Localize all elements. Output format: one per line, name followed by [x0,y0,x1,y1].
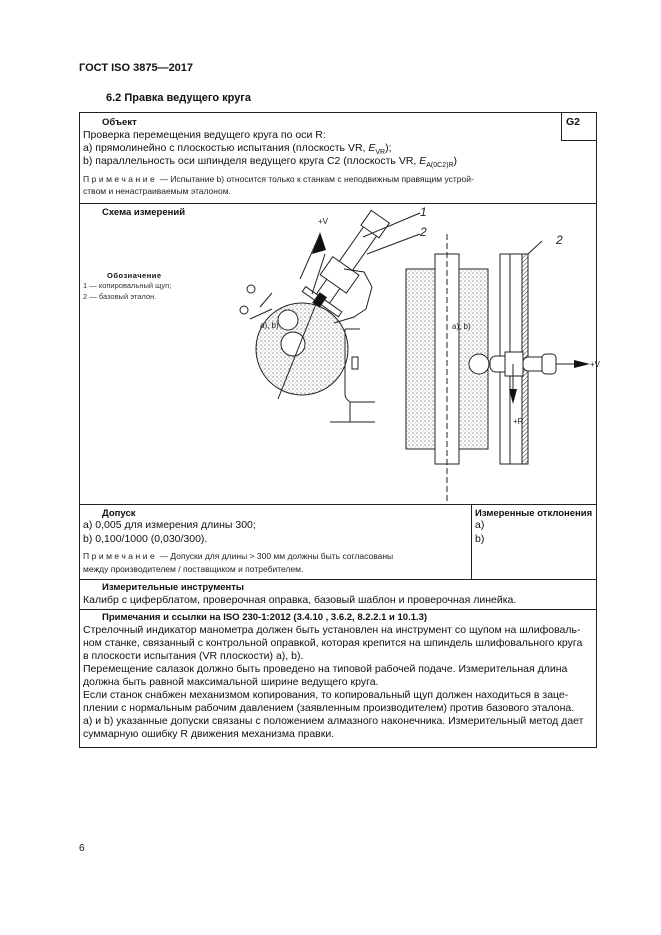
notes-line: a) и b) указанные допуски связаны с положением алмазного наконечника. Измерительный метод дает [83,715,584,727]
notes-line: суммарную ошибку R движения механизма правки. [83,728,335,740]
test-table [79,112,601,748]
label-r: +R [513,417,524,426]
divider [80,504,596,505]
deviations-heading: Измеренные отклонения [475,508,593,519]
object-note: Примечание — Испытание b) относится только к станкам с неподвижным правящим устрой- [83,174,474,184]
object-note-cont: ством и ненастраиваемым эталоном. [83,186,231,196]
label-v-right: +V [590,360,601,369]
object-line-b: b) параллельность оси шпинделя ведущего круга С2 (плоскость VR, $E_{A(0C2)R}$) [83,155,457,170]
notes-line: ном станке, связанный с контрольной оправкой, которая крепится на шпиндель шлифовального круга [83,637,583,649]
object-heading: Объект [102,117,137,128]
document-id: ГОСТ ISO 3875—2017 [79,62,194,74]
notes-line: Перемещение салазок должно быть проведено на типовой рабочей подаче. Измерительная длина [83,663,568,675]
legend-item: 1 — копировальный щуп; [83,281,172,290]
divider [80,609,596,610]
page-number: 6 [79,843,85,854]
instruments-text: Калибр с циферблатом, проверочная оправка, базовый шаблон и проверочная линейка. [83,594,517,606]
notes-line: должна быть равной максимальной ширине ведущего круга. [83,676,379,688]
label-v-left: +V [318,217,329,226]
callout-1: 1 [420,205,427,219]
divider [80,579,596,580]
notes-line: плении с нормальным рабочим давлением (заявленным производителем) против базового эталона. [83,702,575,714]
object-line-a: a) прямолинейно с плоскостью испытания (плоскость VR, $E_{VR}$); [83,142,392,157]
notes-heading: Примечания и ссылки на ISO 230-1:2012 (3.4.10 , 3.6.2, 8.2.2.1 и 10.1.3) [102,612,428,623]
notes-line: Если станок снабжен механизмом копирования, то копировальный щуп должен находиться в заце- [83,689,569,701]
callout-2-right: 2 [556,233,563,247]
deviation-a: a) [475,519,485,531]
deviation-b: b) [475,533,485,545]
instruments-heading: Измерительные инструменты [102,582,245,593]
tolerance-note-cont: между производителем / поставщиком и потребителем. [83,564,304,574]
legend-item: 2 — базовый эталон. [83,292,157,301]
label-ab-right: a), b) [452,322,471,331]
callout-2: 2 [420,225,427,239]
section-title: 6.2 Правка ведущего круга [106,92,252,104]
tolerance-a: a) 0,005 для измерения длины 300; [83,519,256,531]
tolerance-b: b) 0,100/1000 (0,030/300). [83,533,208,545]
label-ab-left: a), b) [260,321,279,330]
measurement-diagram [80,204,601,504]
test-code: G2 [566,116,581,128]
notes-line: в плоскости испытания (VR плоскости) a), b). [83,650,304,662]
notes-line: Стрелочный индикатор манометра должен быть установлен на инструмент со щупом на шлифоваль- [83,624,581,636]
divider [561,140,596,141]
divider [561,113,562,140]
tolerance-heading: Допуск [102,508,136,519]
divider [471,504,472,579]
object-line: Проверка перемещения ведущего круга по оси R: [83,129,326,141]
scheme-heading: Схема измерений [102,207,186,218]
legend-title: Обозначение [107,271,162,280]
tolerance-note: Примечание — Допуски для длины > 300 мм должны быть согласованы [83,551,394,561]
